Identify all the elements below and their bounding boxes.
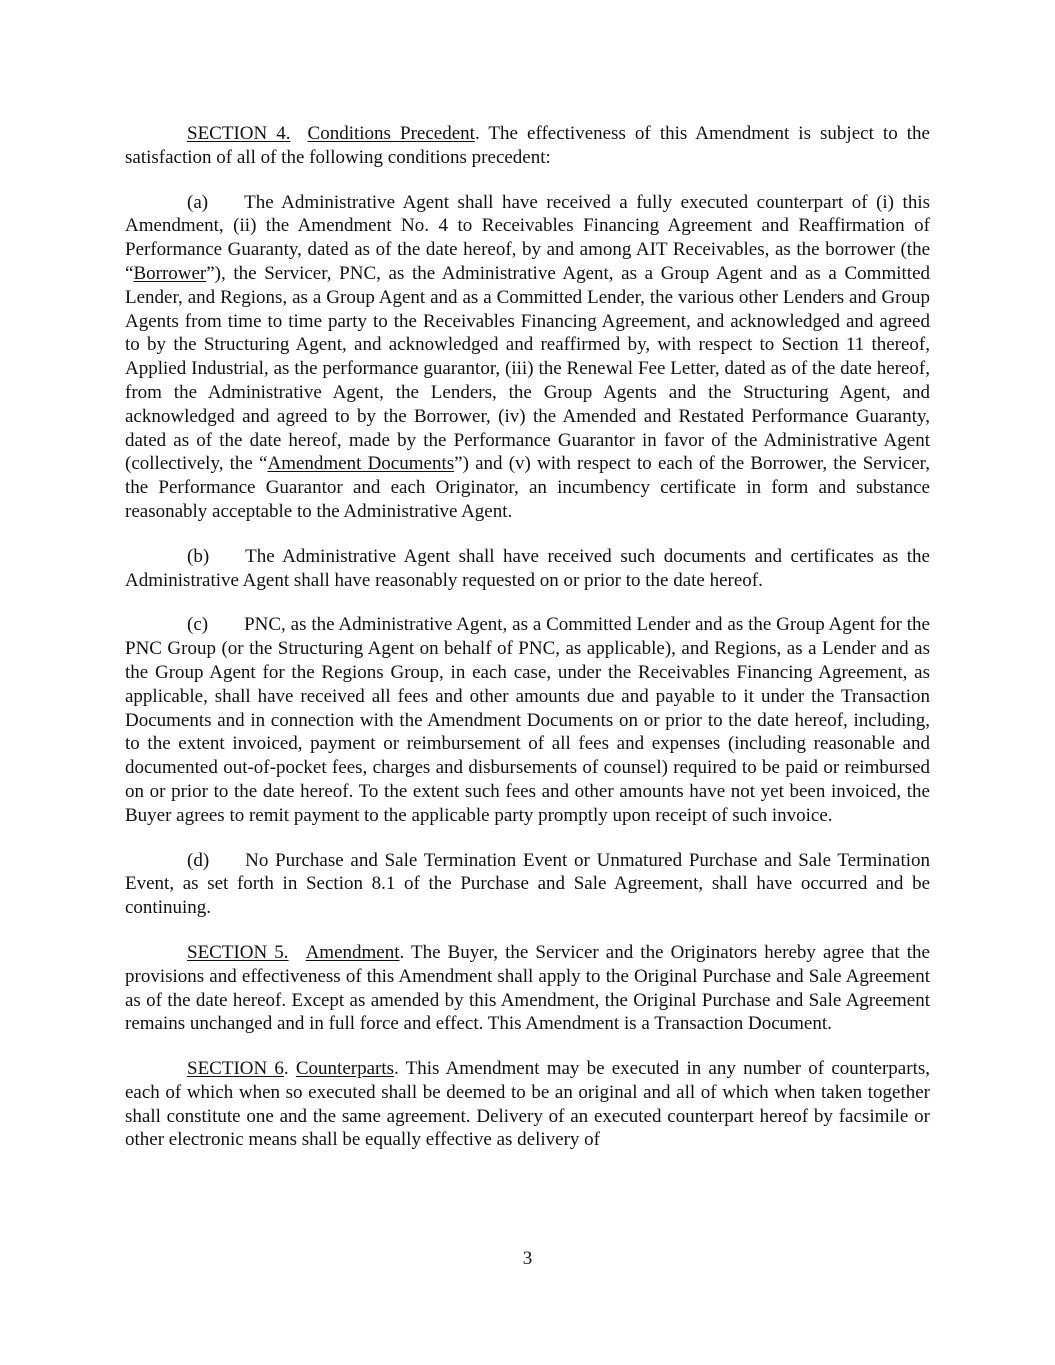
defined-term-borrower: Borrower [133,262,207,284]
section-4-title: Conditions Precedent [307,123,475,144]
condition-a-text-3: ”) and (v) with respect to each of the Borrower, the Servicer, the Performance Guarantor and each Originator, an incumbency certificate in form and substance reasonably acceptable to the Administrative Agent. [125,453,930,522]
page-number: 3 [522,1248,533,1269]
section-4-number: SECTION 4. [187,123,291,144]
condition-c-paragraph [125,613,930,827]
condition-a-paragraph [125,191,930,524]
condition-a-text-2: ”), the Servicer, PNC, as the Administrative Agent, as a Group Agent and as a Committed Lender, and Regions, as a Group Agent and as a Committed Lender, the various other Lenders and Group Agents from time to time party to the Receivables Financing Agreement, and acknowledged and agreed to by the Structuring Agent, and acknowledged and reaffirmed by, with respect to Section 11 thereof, Applied Industrial, as the performance guarantor, (iii) the Renewal Fee Letter, dated as of the date hereof, from the Administrative Agent, the Lenders, the Group Agents and the Structuring Agent, and acknowledged and agreed to by the Borrower, (iv) the Amended and Restated Performance Guaranty, dated as of the date hereof, made by the Performance Guarantor in favor of the Administrative Agent (collectively, the “ [125,262,930,475]
condition-a-text-1: The Administrative Agent shall have received a fully executed counterpart of (i) this Amendment, (ii) the Amendment No. 4 to Receivables Financing Agreement and Reaffirmation of Performance Guaranty, dated as of the date hereof, by and among AIT Receivables, as the borrower (the “ [125,191,930,284]
condition-b-label: (b) [187,545,210,567]
section-4-text: . The effectiveness of this Amendment is subject to the satisfaction of all of the following conditions precedent: [125,123,930,168]
condition-c-text: PNC, as the Administrative Agent, as a Committed Lender and as the Group Agent for the PNC Group (or the Structuring Agent on behalf of PNC, as applicable), and Regions, as a Lender and as the Group Agent for the Regions Group, in each case, under the Receivables Financing Agreement, as applicable, shall have received all fees and other amounts due and payable to it under the Transaction Documents and in connection with the Amendment Documents on or prior to the date hereof, including, to the extent invoiced, payment or reimbursement of all fees and expenses (including reasonable and documented out-of-pocket fees, charges and disbursements of counsel) required to be paid or reimbursed on or prior to the date hereof. To the extent such fees and other amounts have not yet been invoiced, the Buyer agrees to remit payment to the applicable party promptly upon receipt of such invoice. [125,614,930,826]
defined-term-amendment-documents: Amendment Documents [267,453,455,475]
condition-b-paragraph [125,545,930,593]
condition-b-text: The Administrative Agent shall have received such documents and certificates as the Administrative Agent shall have reasonably requested on or prior to the date hereof. [125,545,930,591]
condition-d-paragraph [125,849,930,920]
condition-a-label: (a) [187,191,209,213]
section-5-paragraph [125,941,930,1036]
document-page [125,122,930,1152]
section-5-title: Amendment [305,941,400,963]
section-6-number: SECTION 6 [187,1058,284,1080]
condition-d-text: No Purchase and Sale Termination Event or Unmatured Purchase and Sale Termination Event, as set forth in Section 8.1 of the Purchase and Sale Agreement, shall have occurred and be continuing. [125,849,930,919]
section-6-paragraph: SECTION 6. Counterparts. This Amendment may be executed in any number of counterparts, each of which when so executed shall be deemed to be an original and all of which when taken together shall constitute one and the same agreement. Delivery of an executed counterpart hereof by facsimile or other electronic means shall be equally effective as delivery of [125,1058,930,1151]
section-5-text: . The Buyer, the Servicer and the Originators hereby agree that the provisions and effectiveness of this Amendment shall apply to the Original Purchase and Sale Agreement as of the date hereof. Except as amended by this Amendment, the Original Purchase and Sale Agreement remains unchanged and in full force and effect. This Amendment is a Transaction Document. [125,941,930,1035]
section-4-paragraph [125,122,930,170]
condition-d-label: (d) [187,849,210,871]
section-5-number: SECTION 5. [187,941,289,963]
section-6-title: Counterparts [295,1058,395,1080]
section-6-text: . This Amendment may be executed in any number of counterparts, each of which when so executed shall be deemed to be an original and all of which when taken together shall constitute one and the same agreement. Delivery of an executed counterpart hereof by facsimile or other electronic means shall be equally effective as delivery of [125,1058,930,1151]
condition-c-label: (c) [187,614,209,636]
